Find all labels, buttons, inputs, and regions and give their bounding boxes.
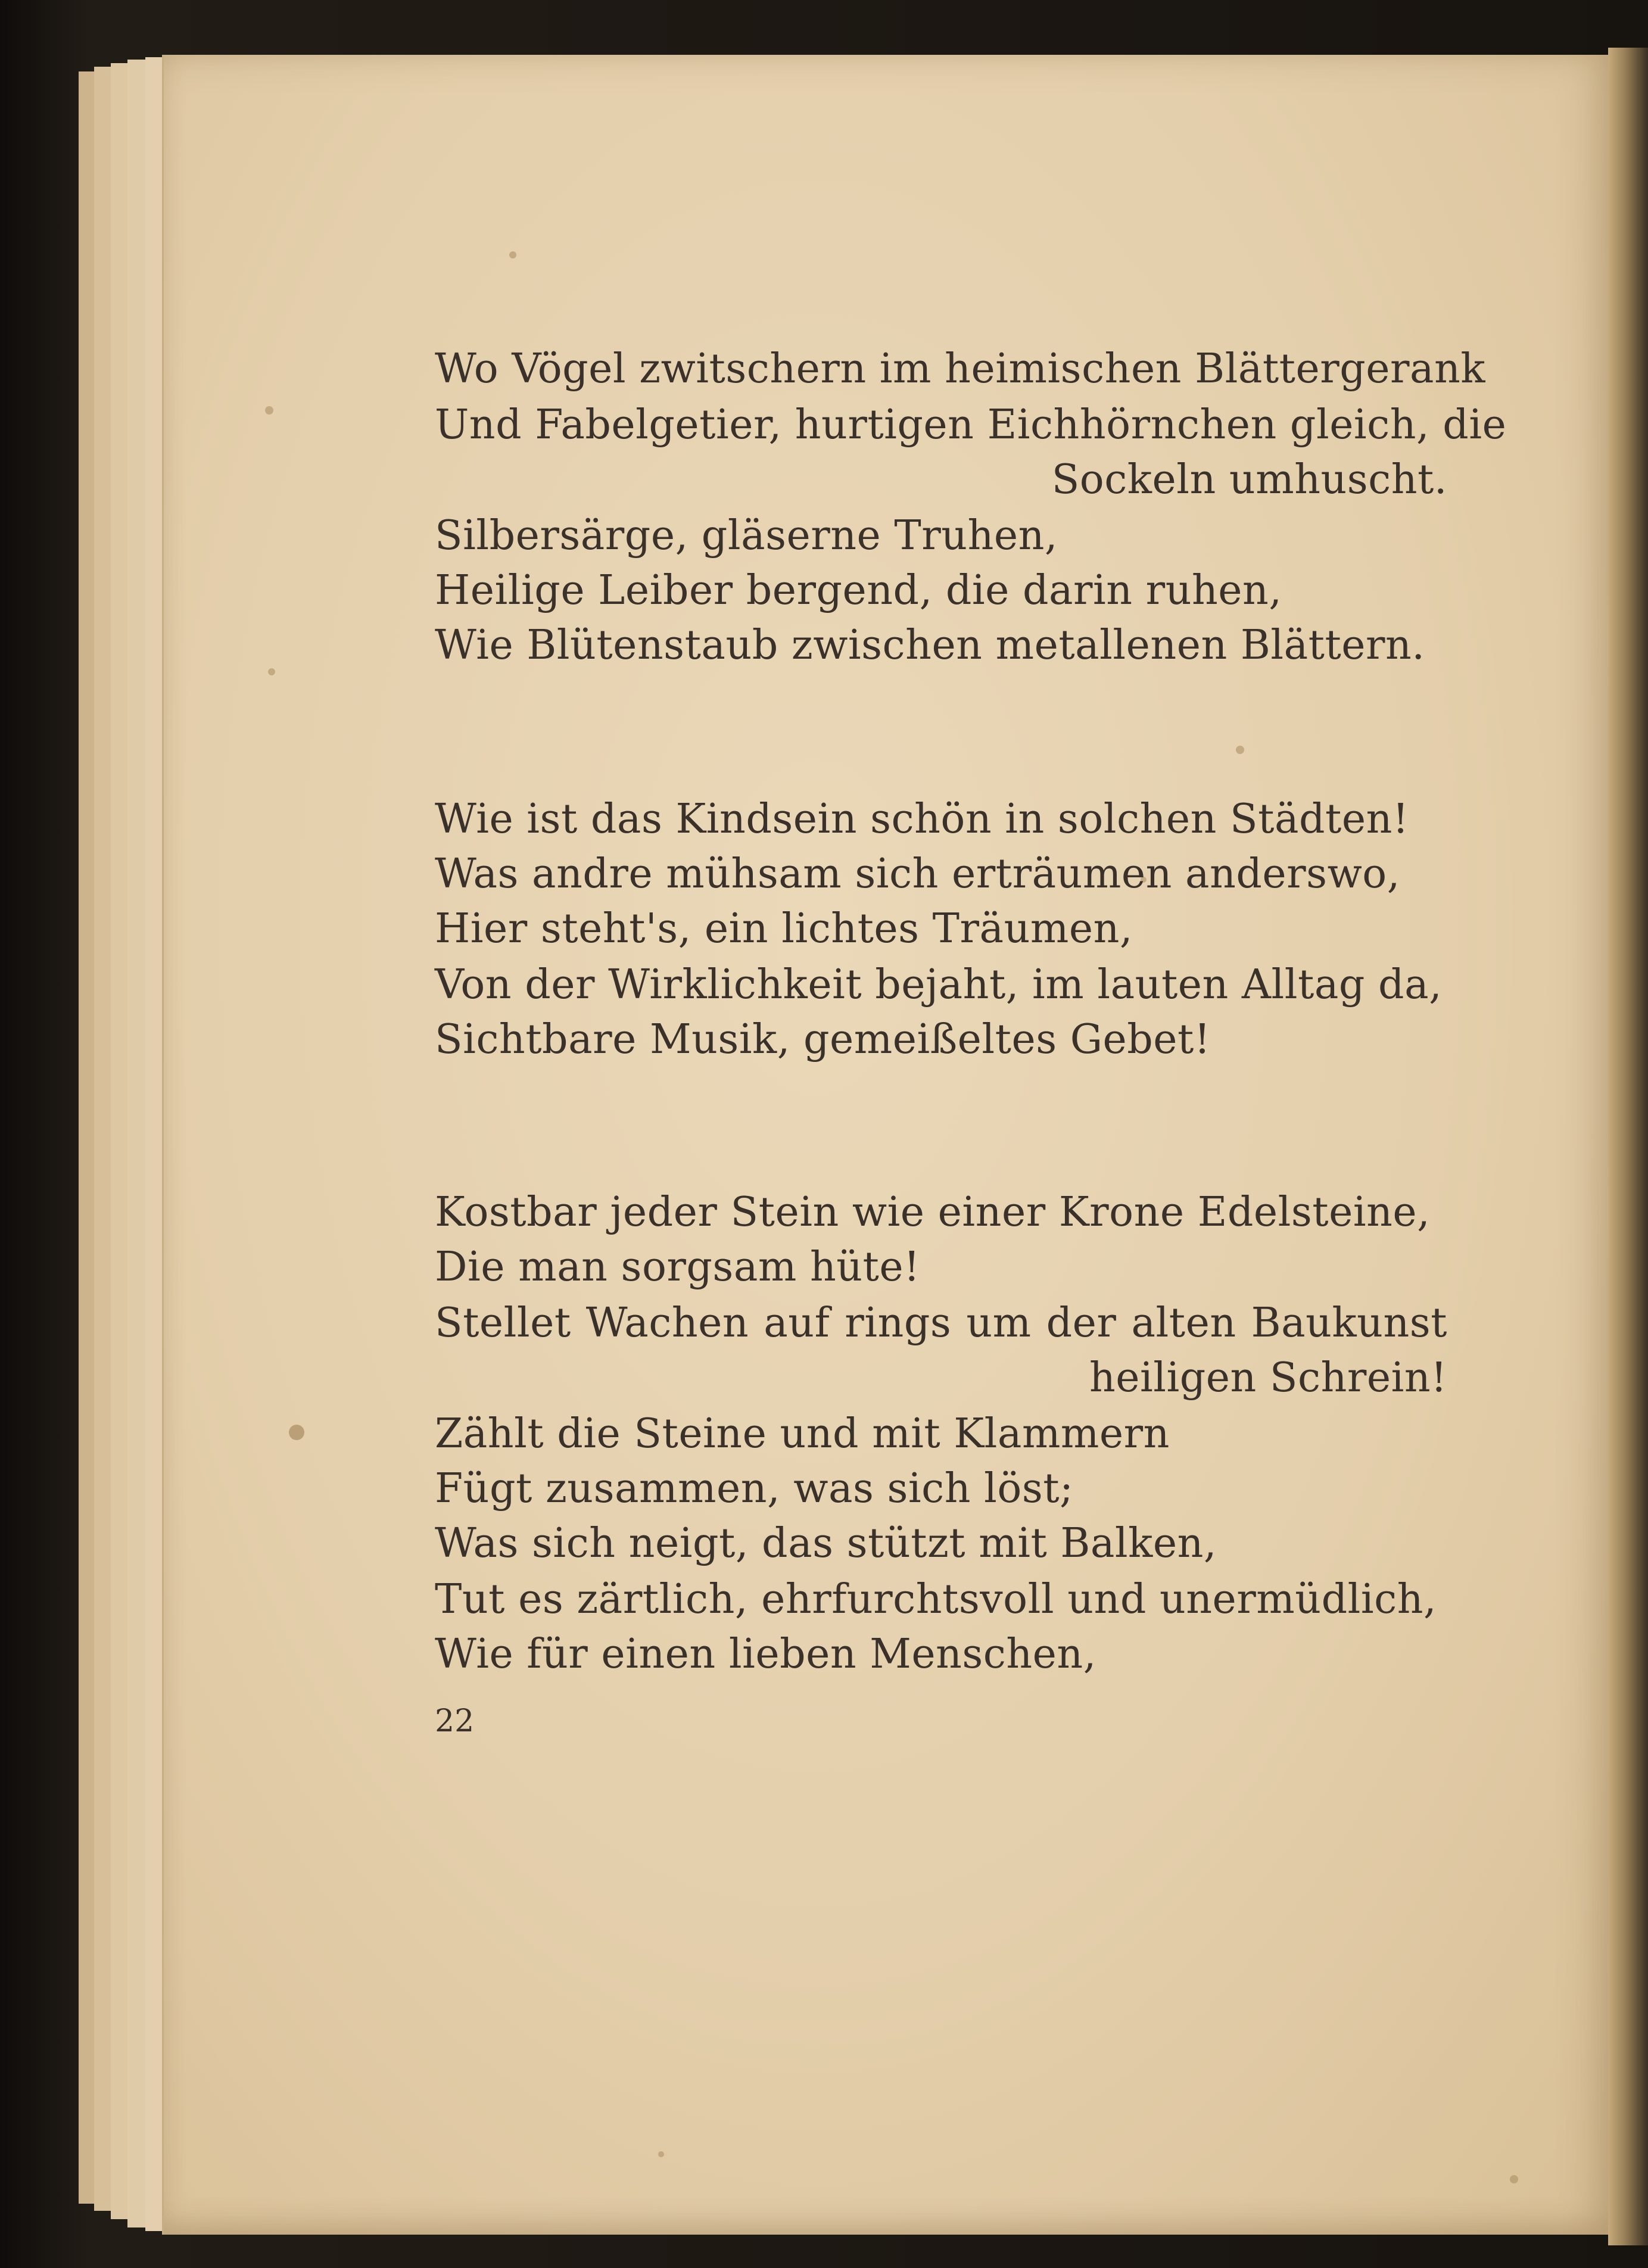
poem-line: Fügt zusammen, was sich löst; — [435, 1465, 1074, 1512]
poem-line: Zählt die Steine und mit Klammern — [435, 1410, 1170, 1457]
paper-speck — [658, 2151, 664, 2157]
poem-line: Und Fabelgetier, hurtigen Eichhörnchen gleich, die — [435, 401, 1507, 448]
poem-line: Wie Blütenstaub zwischen metallenen Blättern. — [435, 622, 1425, 669]
poem-line: Kostbar jeder Stein wie einer Krone Edelsteine, — [435, 1189, 1431, 1236]
page-number: 22 — [435, 1703, 475, 1739]
paper-speck — [268, 668, 275, 675]
paper-speck — [265, 406, 273, 415]
poem-line: Wo Vögel zwitschern im heimischen Blättergerank — [435, 345, 1486, 392]
paper-speck — [1236, 746, 1244, 754]
poem-line: Tut es zärtlich, ehrfurchtsvoll und unermüdlich, — [435, 1576, 1437, 1623]
poem-line: Was sich neigt, das stützt mit Balken, — [435, 1520, 1217, 1567]
book-spine — [1608, 48, 1648, 2245]
poem-line: Sichtbare Musik, gemeißeltes Gebet! — [435, 1016, 1211, 1063]
paper-speck — [509, 251, 516, 258]
paper-speck — [289, 1425, 304, 1440]
poem-line: Die man sorgsam hüte! — [435, 1244, 920, 1291]
poem-line: Hier steht's, ein lichtes Träumen, — [435, 905, 1133, 952]
poem-line: Was andre mühsam sich erträumen anderswo, — [435, 850, 1400, 898]
paper-speck — [1510, 2175, 1518, 2183]
poem-line: Wie für einen lieben Menschen, — [435, 1631, 1096, 1678]
poem-line: Stellet Wachen auf rings um der alten Baukunst — [435, 1300, 1447, 1347]
poem-line: heiligen Schrein! — [1089, 1354, 1447, 1401]
poem-line: Heilige Leiber bergend, die darin ruhen, — [435, 567, 1282, 614]
poem-line: Wie ist das Kindsein schön in solchen Städten! — [435, 796, 1409, 843]
poem-line: Silbersärge, gläserne Truhen, — [435, 512, 1058, 559]
poem-line: Von der Wirklichkeit bejaht, im lauten Alltag da, — [435, 961, 1443, 1008]
poem-line: Sockeln umhuscht. — [1051, 456, 1447, 503]
